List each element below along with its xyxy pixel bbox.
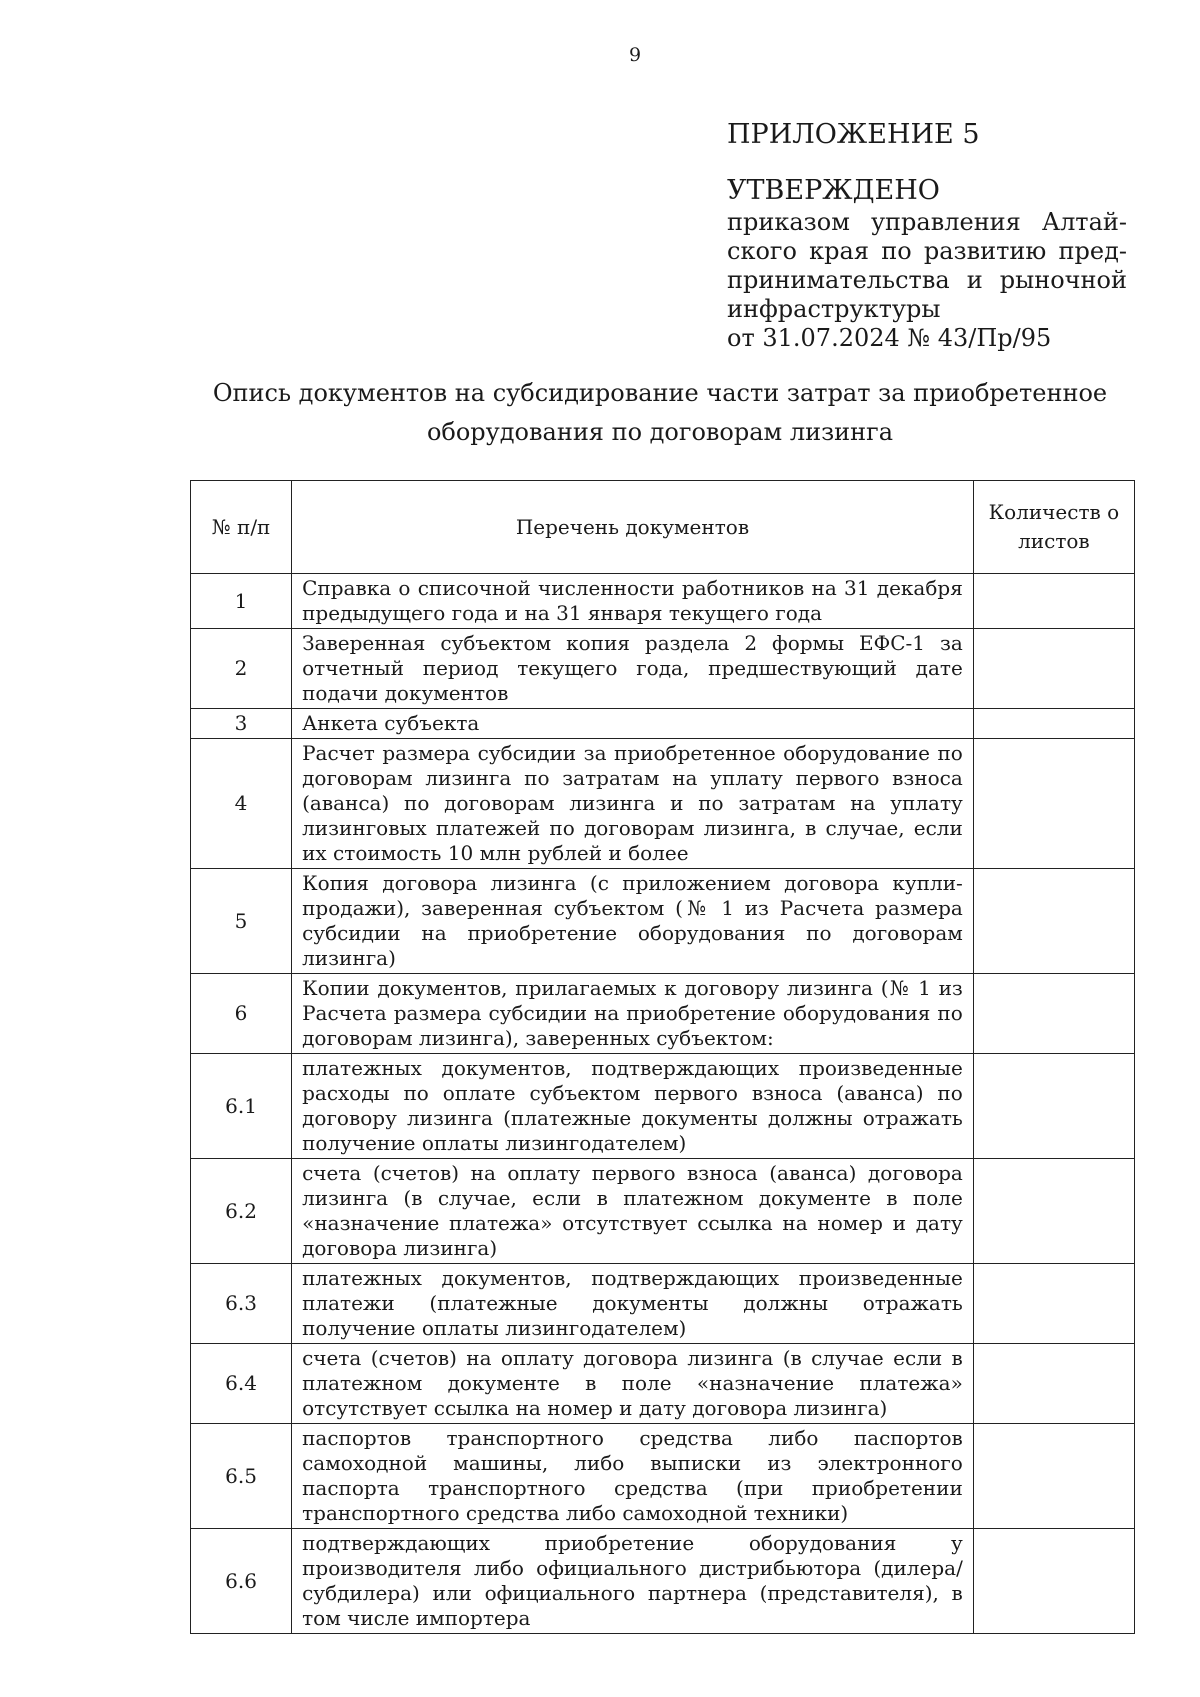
header-sheet-count: Количеств о листов <box>973 481 1134 574</box>
table-row <box>191 739 1135 869</box>
row-number: 6.4 <box>191 1344 292 1424</box>
document-title: Опись документов на субсидирование части затрат за приобретенное оборудования по договорам лизинга <box>212 379 1108 446</box>
row-sheet-count <box>973 739 1134 869</box>
table-row <box>191 1159 1135 1264</box>
row-sheet-count <box>973 1344 1134 1424</box>
approved-stamp-text: УТВЕРЖДЕНО <box>727 175 940 206</box>
row-document: паспортов транспортного средства либо паспортов самоходной машины, либо выписки из электронного паспорта транспортного средства (при приобретении транспортного средства либо самоходной техники) <box>292 1424 974 1529</box>
row-number: 6.3 <box>191 1264 292 1344</box>
table-row <box>191 709 1135 739</box>
row-sheet-count <box>973 974 1134 1054</box>
table-row <box>191 1344 1135 1424</box>
row-sheet-count <box>973 1529 1134 1634</box>
row-number: 1 <box>191 574 292 629</box>
row-document: счета (счетов) на оплату договора лизинга (в случае если в платежном документе в поле «назначение платежа» отсутствует ссылка на номер и дату договора лизинга) <box>292 1344 974 1424</box>
page-number: 9 <box>628 44 642 66</box>
header-number: № п/п <box>191 481 292 574</box>
row-sheet-count <box>973 1159 1134 1264</box>
row-document: Копии документов, прилагаемых к договору лизинга (№ 1 из Расчета размера субсидии на приобретение оборудования по договорам лизинга), заверенных субъектом: <box>292 974 974 1054</box>
row-number: 6.2 <box>191 1159 292 1264</box>
table-row <box>191 574 1135 629</box>
table-row <box>191 1264 1135 1344</box>
row-document: Анкета субъекта <box>292 709 974 739</box>
row-sheet-count <box>973 629 1134 709</box>
row-number: 6.6 <box>191 1529 292 1634</box>
table-row <box>191 1424 1135 1529</box>
row-sheet-count <box>973 1054 1134 1159</box>
row-document: Справка о списочной численности работников на 31 декабря предыдущего года и на 31 января текущего года <box>292 574 974 629</box>
row-document: платежных документов, подтверждающих произведенные расходы по оплате субъектом первого взноса (аванса) по договору лизинга (платежные документы должны отражать получение оплаты лизингодателем) <box>292 1054 974 1159</box>
row-number: 3 <box>191 709 292 739</box>
row-number: 2 <box>191 629 292 709</box>
row-number: 6.5 <box>191 1424 292 1529</box>
table-row <box>191 1529 1135 1634</box>
row-sheet-count <box>973 1264 1134 1344</box>
row-document: счета (счетов) на оплату первого взноса (аванса) договора лизинга (в случае, если в платежном документе в поле «назначение платежа» отсутствует ссылка на номер и дату договора лизинга) <box>292 1159 974 1264</box>
row-number: 6.1 <box>191 1054 292 1159</box>
table-row <box>191 869 1135 974</box>
documents-table <box>190 480 1135 1634</box>
order-date: от 31.07.2024 № 43/Пр/95 <box>727 324 1052 352</box>
row-sheet-count <box>973 1424 1134 1529</box>
row-number: 5 <box>191 869 292 974</box>
row-sheet-count <box>973 709 1134 739</box>
table-row <box>191 1054 1135 1159</box>
row-document: подтверждающих приобретение оборудования у производителя либо официального дистрибьютора (дилера/субдилера) или официального партнера (представителя), в том числе импортера <box>292 1529 974 1634</box>
table-row <box>191 974 1135 1054</box>
row-document: Расчет размера субсидии за приобретенное оборудование по договорам лизинга по затратам на уплату первого взноса (аванса) по договорам лизинга и по затратам на уплату лизинговых платежей по договорам лизинга, в случае, если их стоимость 10 млн рублей и более <box>292 739 974 869</box>
header-document-list: Перечень документов <box>292 481 974 574</box>
order-text: приказом управления Алтайского края по развитию предпринимательства и рыночной инфраструктуры <box>727 208 1127 323</box>
row-document: платежных документов, подтверждающих произведенные платежи (платежные документы должны отражать получение оплаты лизингодателем) <box>292 1264 974 1344</box>
row-document: Заверенная субъектом копия раздела 2 формы ЕФС-1 за отчетный период текущего года, предшествующий дате подачи документов <box>292 629 974 709</box>
table-row <box>191 629 1135 709</box>
row-sheet-count <box>973 869 1134 974</box>
row-sheet-count <box>973 574 1134 629</box>
annex-title: ПРИЛОЖЕНИЕ 5 <box>727 119 980 150</box>
row-document: Копия договора лизинга (с приложением договора купли-продажи), заверенная субъектом (№ 1 из Расчета размера субсидии на приобретение оборудования по договорам лизинга) <box>292 869 974 974</box>
row-number: 6 <box>191 974 292 1054</box>
row-number: 4 <box>191 739 292 869</box>
table-header-row <box>191 481 1135 574</box>
approval-block <box>727 118 1127 353</box>
